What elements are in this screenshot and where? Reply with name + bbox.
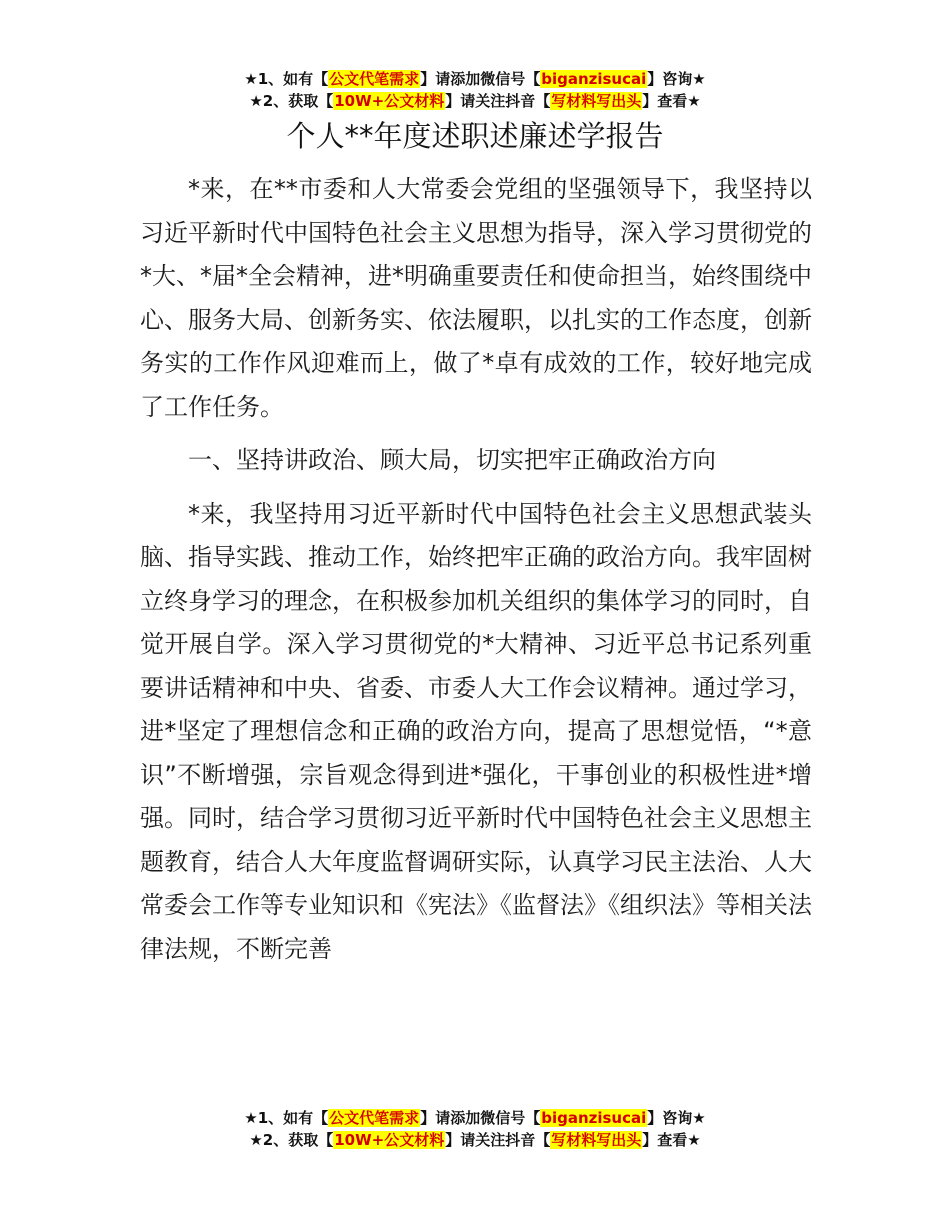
douyin-account-highlight: 写材料写出头 [551, 1131, 642, 1149]
promo-text: 】请添加微信号【 [420, 1109, 541, 1127]
document-title: 个人**年度述职述廉述学报告 [286, 119, 664, 153]
promo-line-2 [0, 90, 950, 112]
promo-text: 】请添加微信号【 [420, 70, 541, 88]
promo-text: 】查看★ [642, 92, 701, 110]
promo-line-1 [0, 68, 950, 90]
promo-text: 】请关注抖音【 [445, 1131, 551, 1149]
promo-text: ★2、获取【 [249, 92, 334, 110]
paragraph-section-1: *来，我坚持用习近平新时代中国特色社会主义思想武装头脑、指导实践、推动工作，始终把牢正确的政治方向。我牢固树立终身学习的理念，在积极参加机关组织的集体学习的同时，自觉开展自学。深入学习贯彻党的*大精神、习近平总书记系列重要讲话精神和中央、省委、市委人大工作会议精神。通过学习，进*坚定了理想信念和正确的政治方向，提高了思想觉悟，“*意识”不断增强，宗旨观念得到进*强化，干事创业的积极性进*增强。同时，结合学习贯彻习近平新时代中国特色社会主义思想主题教育，结合人大年度监督调研实际，认真学习民主法治、人大常委会工作等专业知识和《宪法》《监督法》《组织法》等相关法律法规，不断完善 [140, 499, 812, 963]
promo-highlight: 10W+公文材料 [334, 1131, 445, 1149]
promo-highlight: 公文代笔需求 [329, 70, 420, 88]
promo-highlight: 10W+公文材料 [334, 92, 445, 110]
promo-text: 】请关注抖音【 [445, 92, 551, 110]
promo-text: 】咨询★ [647, 70, 706, 88]
promo-text: ★1、如有【 [244, 1109, 329, 1127]
paragraph-intro: *来，在**市委和人大常委会党组的坚强领导下，我坚持以习近平新时代中国特色社会主义思想为指导，深入学习贯彻党的*大、*届*全会精神，进*明确重要责任和使命担当，始终围绕中心、服务大局、创新务实、依法履职，以扎实的工作态度，创新务实的工作作风迎难而上，做了*卓有成效的工作，较好地完成了工作任务。 [140, 175, 812, 421]
promo-line-1 [0, 1107, 950, 1129]
promo-text: ★2、获取【 [249, 1131, 334, 1149]
promo-text: 】咨询★ [647, 1109, 706, 1127]
wechat-id-highlight: biganzisucai [541, 70, 647, 88]
document-body [140, 168, 812, 981]
wechat-id-highlight: biganzisucai [541, 1109, 647, 1127]
douyin-account-highlight: 写材料写出头 [551, 92, 642, 110]
promo-banner-bottom [0, 1107, 950, 1151]
promo-text: ★1、如有【 [244, 70, 329, 88]
promo-text: 】查看★ [642, 1131, 701, 1149]
promo-banner-top [0, 68, 950, 112]
section-heading: 一、坚持讲政治、顾大局，切实把牢正确政治方向 [188, 446, 716, 474]
promo-highlight: 公文代笔需求 [329, 1109, 420, 1127]
promo-line-2 [0, 1129, 950, 1151]
